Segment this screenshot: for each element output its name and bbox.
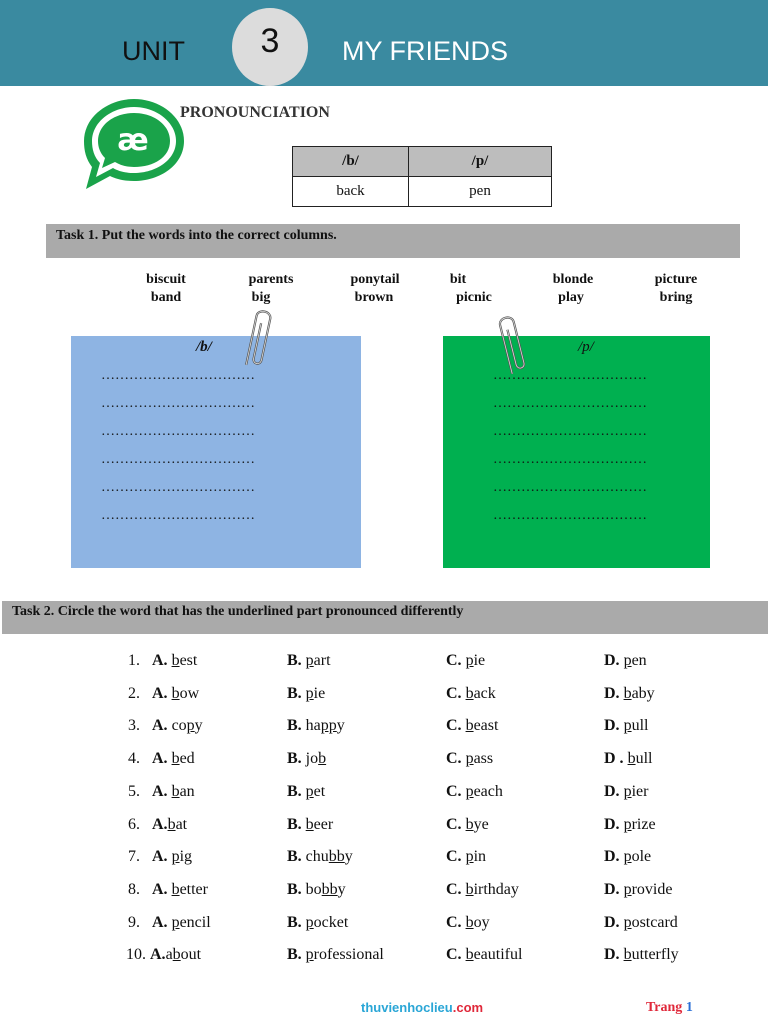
option-d[interactable] bbox=[604, 946, 679, 964]
option-label: C. bbox=[446, 815, 462, 833]
word-suffix: oy bbox=[473, 913, 490, 931]
option-label: B. bbox=[287, 684, 302, 702]
unit-title: MY FRIENDS bbox=[342, 36, 509, 66]
word-suffix: encil bbox=[179, 913, 211, 931]
underlined-part: p bbox=[305, 782, 314, 800]
word-suffix: ocket bbox=[313, 913, 349, 931]
underlined-part: b bbox=[318, 750, 327, 768]
word-suffix: ow bbox=[179, 684, 200, 702]
underlined-part: b bbox=[171, 750, 180, 768]
word-suffix: an bbox=[179, 782, 195, 800]
underlined-part: p bbox=[623, 782, 632, 800]
answer-line[interactable]: …………………………… bbox=[101, 368, 255, 383]
unit-number-badge bbox=[232, 8, 308, 86]
answer-line[interactable]: …………………………… bbox=[101, 508, 255, 523]
option-label: C. bbox=[446, 750, 462, 768]
word-prefix: jo bbox=[305, 750, 319, 768]
option-d[interactable] bbox=[604, 717, 648, 735]
task1-title: Task 1. Put the words into the correct columns. bbox=[46, 224, 740, 258]
option-b[interactable] bbox=[287, 750, 326, 768]
word-suffix: at bbox=[175, 815, 188, 833]
underlined-part: b bbox=[465, 880, 474, 898]
underlined-part: p bbox=[623, 913, 632, 931]
word-item: picture bbox=[654, 272, 698, 287]
option-label: B. bbox=[287, 750, 302, 768]
underlined-part: p bbox=[305, 913, 314, 931]
underlined-part: p bbox=[171, 848, 180, 866]
option-d[interactable] bbox=[604, 783, 648, 801]
word-suffix: ie bbox=[473, 652, 486, 669]
underlined-part: b bbox=[171, 880, 180, 898]
option-label: C. bbox=[446, 652, 462, 669]
logo-symbol: æ bbox=[117, 123, 149, 158]
option-label: D. bbox=[604, 815, 620, 833]
word-suffix: ye bbox=[473, 815, 489, 833]
sound-example-table bbox=[292, 146, 552, 207]
option-c[interactable] bbox=[446, 848, 486, 866]
word-suffix: irthday bbox=[473, 880, 519, 898]
option-label: D. bbox=[604, 946, 620, 964]
option-label: D. bbox=[604, 684, 620, 702]
word-suffix: aby bbox=[631, 684, 655, 702]
answer-line[interactable]: …………………………… bbox=[101, 396, 255, 411]
footer-site-name: thuvienhoclieu bbox=[361, 1000, 453, 1015]
footer-site-tld: .com bbox=[452, 1000, 484, 1015]
word-suffix: est bbox=[179, 652, 198, 669]
underlined-part: p bbox=[465, 848, 474, 866]
question-number: 6. bbox=[128, 815, 140, 833]
option-label: B. bbox=[287, 946, 302, 964]
underlined-part: b bbox=[465, 717, 474, 735]
option-label: B. bbox=[287, 782, 302, 800]
unit-label: UNIT bbox=[122, 36, 185, 66]
option-a[interactable] bbox=[152, 717, 203, 735]
option-a[interactable] bbox=[152, 685, 199, 703]
footer-page-number: 1 bbox=[685, 1000, 693, 1015]
underlined-part: p bbox=[171, 913, 180, 931]
option-label: A. bbox=[152, 848, 168, 866]
option-d[interactable] bbox=[604, 685, 655, 703]
underlined-part: b bbox=[171, 684, 180, 702]
underlined-part: p bbox=[623, 848, 632, 866]
word-suffix: ie bbox=[313, 684, 326, 702]
word-item: band bbox=[150, 290, 182, 305]
option-d[interactable] bbox=[604, 914, 678, 932]
option-label: C. bbox=[446, 880, 462, 898]
word-suffix: en bbox=[631, 652, 647, 669]
option-label: C. bbox=[446, 684, 462, 702]
word-suffix: ack bbox=[473, 684, 496, 702]
note-p-column bbox=[443, 336, 710, 568]
word-suffix: ostcard bbox=[631, 913, 678, 931]
underlined-part: p bbox=[623, 880, 632, 898]
underlined-part: b bbox=[172, 946, 181, 964]
option-label: D. bbox=[604, 717, 620, 735]
table-header-p: /p/ bbox=[409, 147, 552, 177]
word-suffix: ed bbox=[179, 750, 195, 768]
option-b[interactable] bbox=[287, 652, 331, 670]
option-label: B. bbox=[287, 717, 302, 735]
option-label: D. bbox=[604, 782, 620, 800]
paper-clip-icon bbox=[497, 309, 527, 384]
option-a[interactable] bbox=[152, 914, 211, 932]
word-item: biscuit bbox=[146, 272, 186, 287]
underlined-part: b bbox=[465, 946, 474, 964]
word-item: blonde bbox=[552, 272, 594, 287]
option-label: A. bbox=[152, 782, 168, 800]
word-suffix: y bbox=[194, 717, 203, 735]
option-label: A. bbox=[152, 684, 168, 702]
underlined-part: p bbox=[623, 717, 632, 735]
word-suffix: ull bbox=[631, 717, 649, 735]
option-label: D. bbox=[604, 848, 620, 866]
option-label: C. bbox=[446, 717, 462, 735]
question-number: 4. bbox=[128, 750, 140, 768]
underlined-part: p bbox=[623, 652, 632, 669]
option-label: B. bbox=[287, 880, 302, 898]
option-label: A. bbox=[152, 750, 168, 768]
option-label: C. bbox=[446, 782, 462, 800]
option-b[interactable] bbox=[287, 685, 325, 703]
word-item: bring bbox=[659, 290, 693, 305]
word-suffix: ole bbox=[631, 848, 652, 866]
underlined-part: p bbox=[186, 717, 195, 735]
option-label: B. bbox=[287, 652, 302, 669]
word-suffix: et bbox=[313, 782, 326, 800]
answer-line[interactable]: …………………………… bbox=[493, 452, 647, 467]
word-suffix: in bbox=[473, 848, 487, 866]
word-suffix: y bbox=[336, 717, 345, 735]
question-number: 8. bbox=[128, 880, 140, 898]
underlined-part: p bbox=[465, 782, 474, 800]
answer-line[interactable]: …………………………… bbox=[101, 424, 255, 439]
word-prefix: co bbox=[171, 717, 187, 735]
word-suffix: east bbox=[473, 717, 499, 735]
option-label: A. bbox=[152, 913, 168, 931]
option-b[interactable] bbox=[287, 946, 384, 964]
option-label: D. bbox=[604, 880, 620, 898]
underlined-part: p bbox=[305, 684, 314, 702]
note-b-column bbox=[71, 336, 361, 568]
option-c[interactable] bbox=[446, 717, 498, 735]
question-number: 5. bbox=[128, 782, 140, 800]
option-c[interactable] bbox=[446, 914, 490, 932]
section-title: PRONOUNCIATION bbox=[180, 104, 330, 121]
word-suffix: rovide bbox=[631, 880, 673, 898]
word-item: parents bbox=[248, 272, 294, 287]
option-a[interactable] bbox=[152, 783, 195, 801]
option-label: D. bbox=[604, 913, 620, 931]
word-suffix: eautiful bbox=[473, 946, 523, 964]
underlined-part: bb bbox=[321, 880, 338, 898]
underlined-part: p bbox=[465, 652, 474, 669]
word-item: picnic bbox=[456, 290, 492, 305]
option-c[interactable] bbox=[446, 750, 493, 768]
option-label: D . bbox=[604, 750, 624, 768]
option-label: C. bbox=[446, 946, 462, 964]
option-label: B. bbox=[287, 848, 302, 866]
option-c[interactable] bbox=[446, 881, 519, 899]
footer-page-label: Trang bbox=[646, 1000, 683, 1015]
option-b[interactable] bbox=[287, 783, 325, 801]
answer-line[interactable]: …………………………… bbox=[493, 424, 647, 439]
word-item: ponytail bbox=[350, 272, 400, 287]
option-a[interactable] bbox=[152, 750, 195, 768]
option-label: A. bbox=[152, 717, 168, 735]
underlined-part: b bbox=[623, 946, 632, 964]
word-suffix: ass bbox=[473, 750, 494, 768]
option-a[interactable] bbox=[150, 946, 201, 964]
option-c[interactable] bbox=[446, 946, 522, 964]
option-b[interactable] bbox=[287, 717, 345, 735]
task2-title: Task 2. Circle the word that has the underlined part pronounced differently bbox=[2, 601, 768, 634]
header-banner bbox=[0, 0, 768, 86]
word-item: play bbox=[558, 290, 584, 305]
underlined-part: p bbox=[305, 946, 314, 964]
footer-page bbox=[646, 1000, 693, 1016]
underlined-part: b bbox=[465, 913, 474, 931]
underlined-part: b bbox=[167, 815, 176, 833]
answer-line[interactable]: …………………………… bbox=[101, 452, 255, 467]
word-suffix: art bbox=[313, 652, 331, 669]
question-number: 9. bbox=[128, 913, 140, 931]
option-a[interactable] bbox=[152, 848, 192, 866]
paper-clip-icon bbox=[244, 303, 274, 378]
question-number: 1. bbox=[128, 652, 140, 669]
underlined-part: p bbox=[623, 815, 632, 833]
option-b[interactable] bbox=[287, 881, 346, 899]
option-label: A. bbox=[152, 652, 168, 669]
option-label: B. bbox=[287, 913, 302, 931]
word-prefix: chu bbox=[305, 848, 329, 866]
table-header-row bbox=[293, 147, 552, 177]
option-label: B. bbox=[287, 815, 302, 833]
table-row bbox=[293, 177, 552, 207]
option-a[interactable] bbox=[152, 652, 197, 670]
word-suffix: etter bbox=[179, 880, 208, 898]
option-d[interactable] bbox=[604, 750, 652, 768]
underlined-part: p bbox=[465, 750, 474, 768]
footer-site[interactable] bbox=[361, 1000, 483, 1015]
answer-line[interactable]: …………………………… bbox=[493, 480, 647, 495]
word-suffix: out bbox=[180, 946, 202, 964]
word-suffix: utterfly bbox=[631, 946, 679, 964]
option-a[interactable] bbox=[152, 881, 208, 899]
word-suffix: ull bbox=[635, 750, 653, 768]
underlined-part: b bbox=[623, 684, 632, 702]
underlined-part: b bbox=[465, 815, 474, 833]
underlined-part: p bbox=[305, 652, 314, 669]
option-label: A. bbox=[150, 946, 166, 964]
question-number: 3. bbox=[128, 717, 140, 735]
option-d[interactable] bbox=[604, 652, 647, 670]
table-cell-p-example: pen bbox=[409, 177, 552, 207]
question-number: 7. bbox=[128, 848, 140, 866]
option-d[interactable] bbox=[604, 816, 656, 834]
note-b-heading: /b/ bbox=[196, 339, 212, 355]
answer-line[interactable]: …………………………… bbox=[493, 368, 647, 383]
option-c[interactable] bbox=[446, 783, 503, 801]
word-suffix: rize bbox=[631, 815, 656, 833]
option-b[interactable] bbox=[287, 848, 353, 866]
word-prefix: ha bbox=[305, 717, 321, 735]
question-number: 2. bbox=[128, 684, 140, 702]
word-suffix: each bbox=[473, 782, 503, 800]
option-c[interactable] bbox=[446, 652, 485, 670]
answer-line[interactable]: …………………………… bbox=[101, 480, 255, 495]
option-label: A. bbox=[152, 815, 168, 833]
word-item: brown bbox=[354, 290, 394, 305]
option-b[interactable] bbox=[287, 914, 348, 932]
note-p-heading: /p/ bbox=[578, 339, 594, 355]
option-c[interactable] bbox=[446, 685, 496, 703]
option-d[interactable] bbox=[604, 848, 651, 866]
word-item: big bbox=[251, 290, 271, 305]
underlined-part: b bbox=[171, 652, 180, 669]
underlined-part: pp bbox=[320, 717, 337, 735]
option-label: D. bbox=[604, 652, 620, 669]
option-c[interactable] bbox=[446, 816, 489, 834]
option-label: C. bbox=[446, 848, 462, 866]
underlined-part: b bbox=[627, 750, 636, 768]
option-d[interactable] bbox=[604, 881, 672, 899]
table-header-b: /b/ bbox=[293, 147, 409, 177]
option-a[interactable] bbox=[152, 816, 187, 834]
option-label: A. bbox=[152, 880, 168, 898]
word-suffix: ier bbox=[631, 782, 649, 800]
word-suffix: y bbox=[337, 880, 346, 898]
underlined-part: b bbox=[171, 782, 180, 800]
question-number: 10. bbox=[126, 946, 146, 964]
underlined-part: b bbox=[465, 684, 474, 702]
word-suffix: y bbox=[344, 848, 353, 866]
table-cell-b-example: back bbox=[293, 177, 409, 207]
underlined-part: b bbox=[305, 815, 314, 833]
option-label: C. bbox=[446, 913, 462, 931]
answer-line[interactable]: …………………………… bbox=[493, 508, 647, 523]
word-prefix: a bbox=[165, 946, 173, 964]
word-item: bit bbox=[449, 272, 467, 287]
word-suffix: eer bbox=[313, 815, 334, 833]
underlined-part: bb bbox=[328, 848, 345, 866]
option-b[interactable] bbox=[287, 816, 333, 834]
speech-bubble-icon bbox=[80, 95, 188, 193]
word-prefix: bo bbox=[305, 880, 322, 898]
word-suffix: ig bbox=[179, 848, 193, 866]
answer-line[interactable]: …………………………… bbox=[493, 396, 647, 411]
word-suffix: rofessional bbox=[313, 946, 384, 964]
unit-number: 3 bbox=[260, 22, 280, 60]
